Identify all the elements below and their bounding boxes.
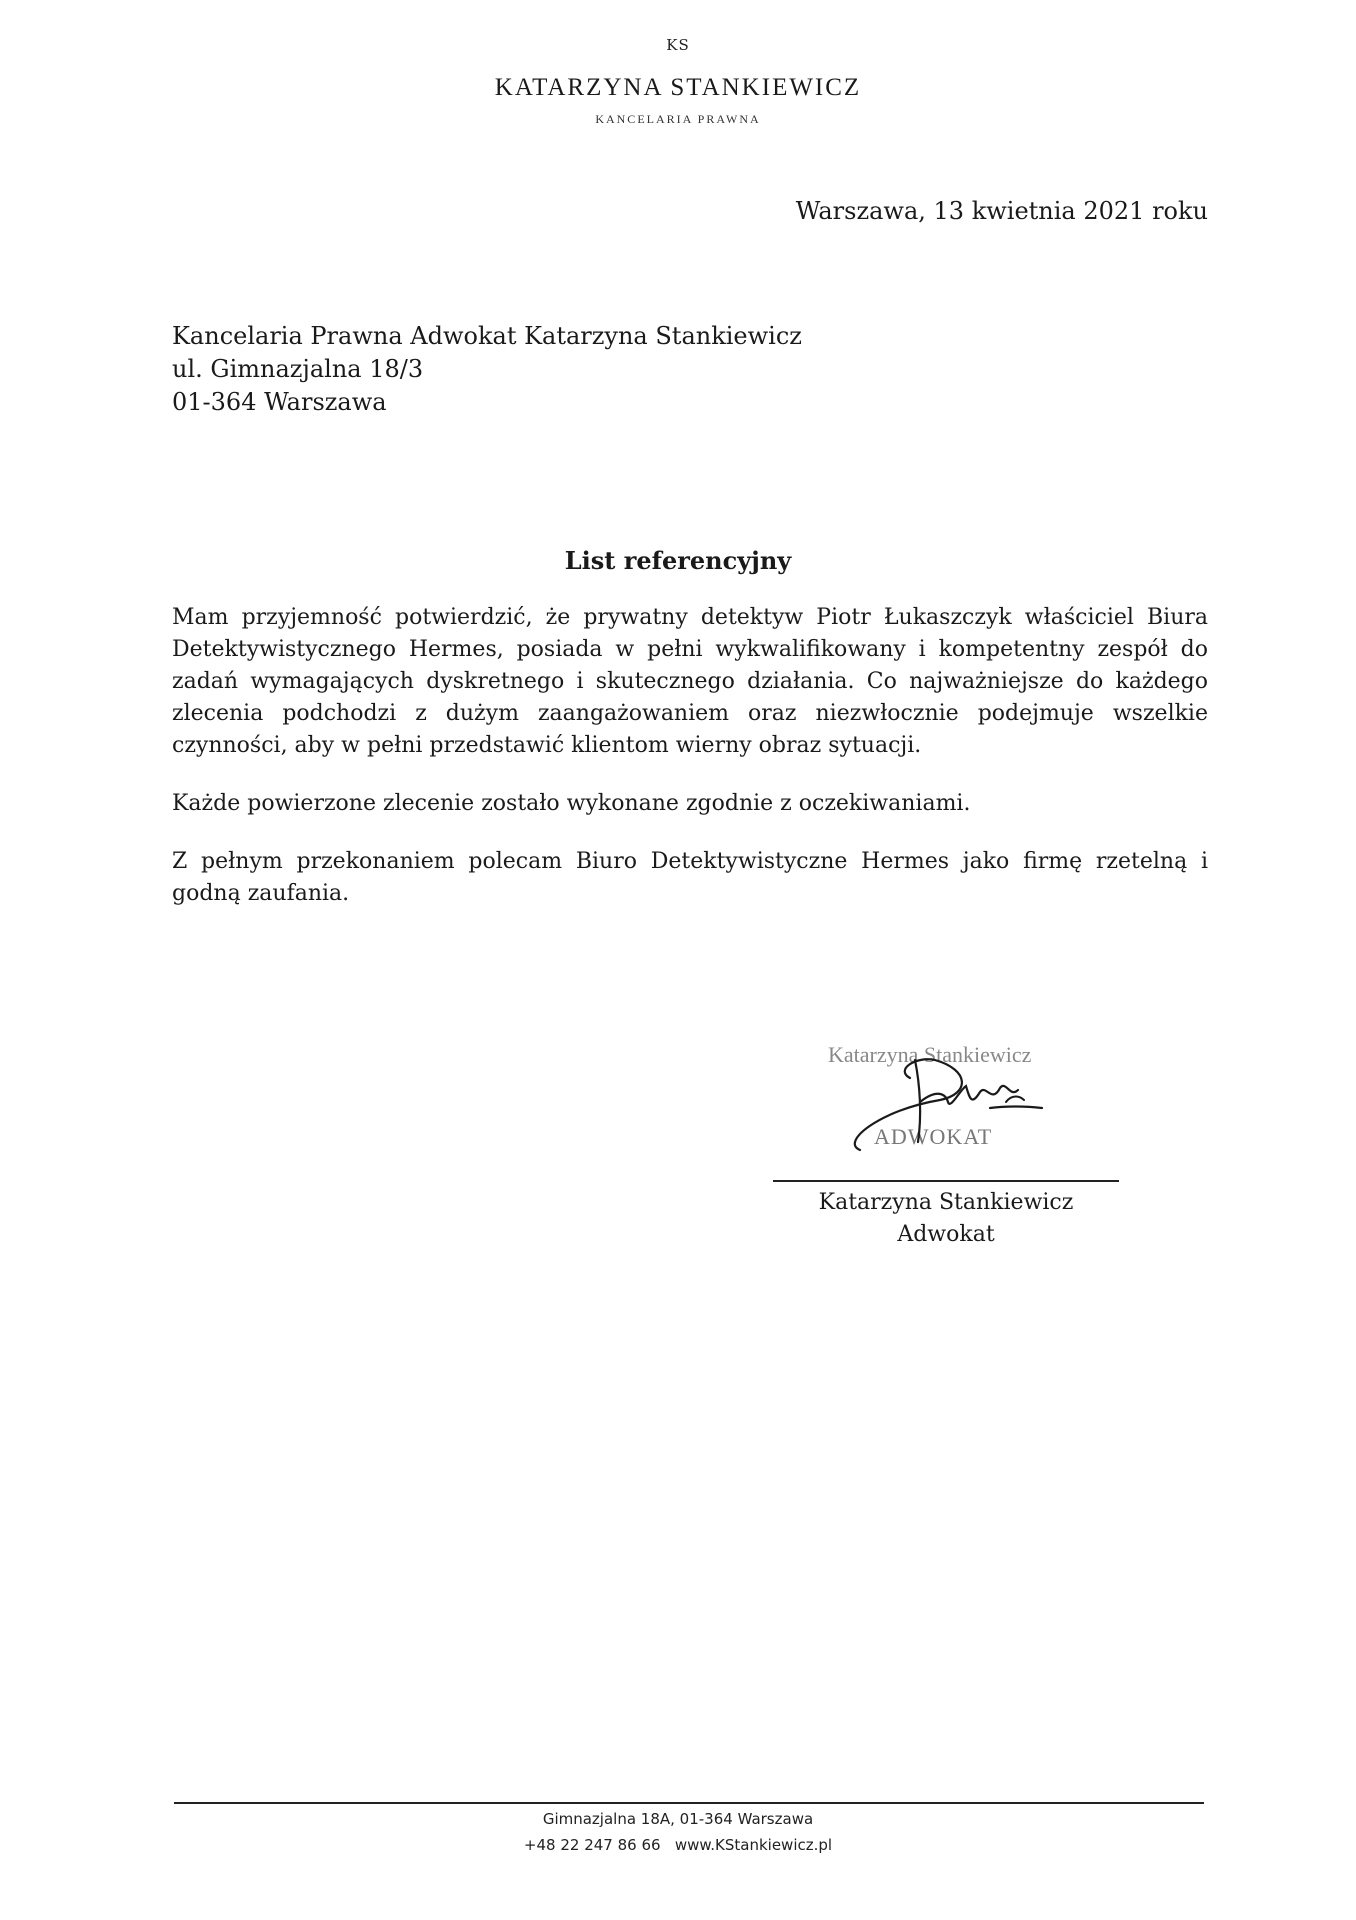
body-paragraph: Każde powierzone zlecenie zostało wykonane zgodnie z oczekiwaniami. [172,791,971,816]
recipient-line: ul. Gimnazjalna 18/3 [172,355,424,383]
handwritten-signature [820,1030,1080,1160]
letter-date: Warszawa, 13 kwietnia 2021 roku [795,197,1208,225]
letter-body [172,602,1208,936]
recipient-line: 01-364 Warszawa [172,388,387,416]
footer [0,1806,1356,1858]
footer-contact: +48 22 247 86 66 www.KStankiewicz.pl [523,1836,833,1854]
stamp-name: Katarzyna Stankiewicz [828,1042,1032,1067]
signer-block [773,1187,1119,1251]
body-paragraph: Z pełnym przekonaniem polecam Biuro Detektywistyczne Hermes jako firmę rzetelną i godną zaufania. [172,849,1208,906]
signature-line [773,1180,1119,1182]
recipient-line: Kancelaria Prawna Adwokat Katarzyna Stankiewicz [172,322,802,350]
footer-divider [174,1802,1204,1804]
letterhead-subtitle: KANCELARIA PRAWNA [595,112,761,126]
letterhead-monogram: KS [666,36,690,54]
body-paragraph: Mam przyjemność potwierdzić, że prywatny detektyw Piotr Łukaszczyk właściciel Biura Detektywistycznego Hermes, posiada w pełni wykwalifikowany i kompetentny zespół do zadań wymagających dyskretnego i skutecznego działania. Co najważniejsze do każdego zlecenia podchodzi z dużym zaangażowaniem oraz niezwłocznie podejmuje wszelkie czynności, aby w pełni przedstawić klientom wierny obraz sytuacji. [172,605,1208,758]
stamp-title: ADWOKAT [874,1124,993,1149]
recipient-address [172,320,802,419]
signer-title: Adwokat [897,1222,995,1247]
signer-name: Katarzyna Stankiewicz [818,1190,1074,1215]
letter-subject: List referencyjny [564,546,792,575]
footer-address: Gimnazjalna 18A, 01-364 Warszawa [542,1810,814,1828]
letterhead-name: KATARZYNA STANKIEWICZ [494,74,862,101]
